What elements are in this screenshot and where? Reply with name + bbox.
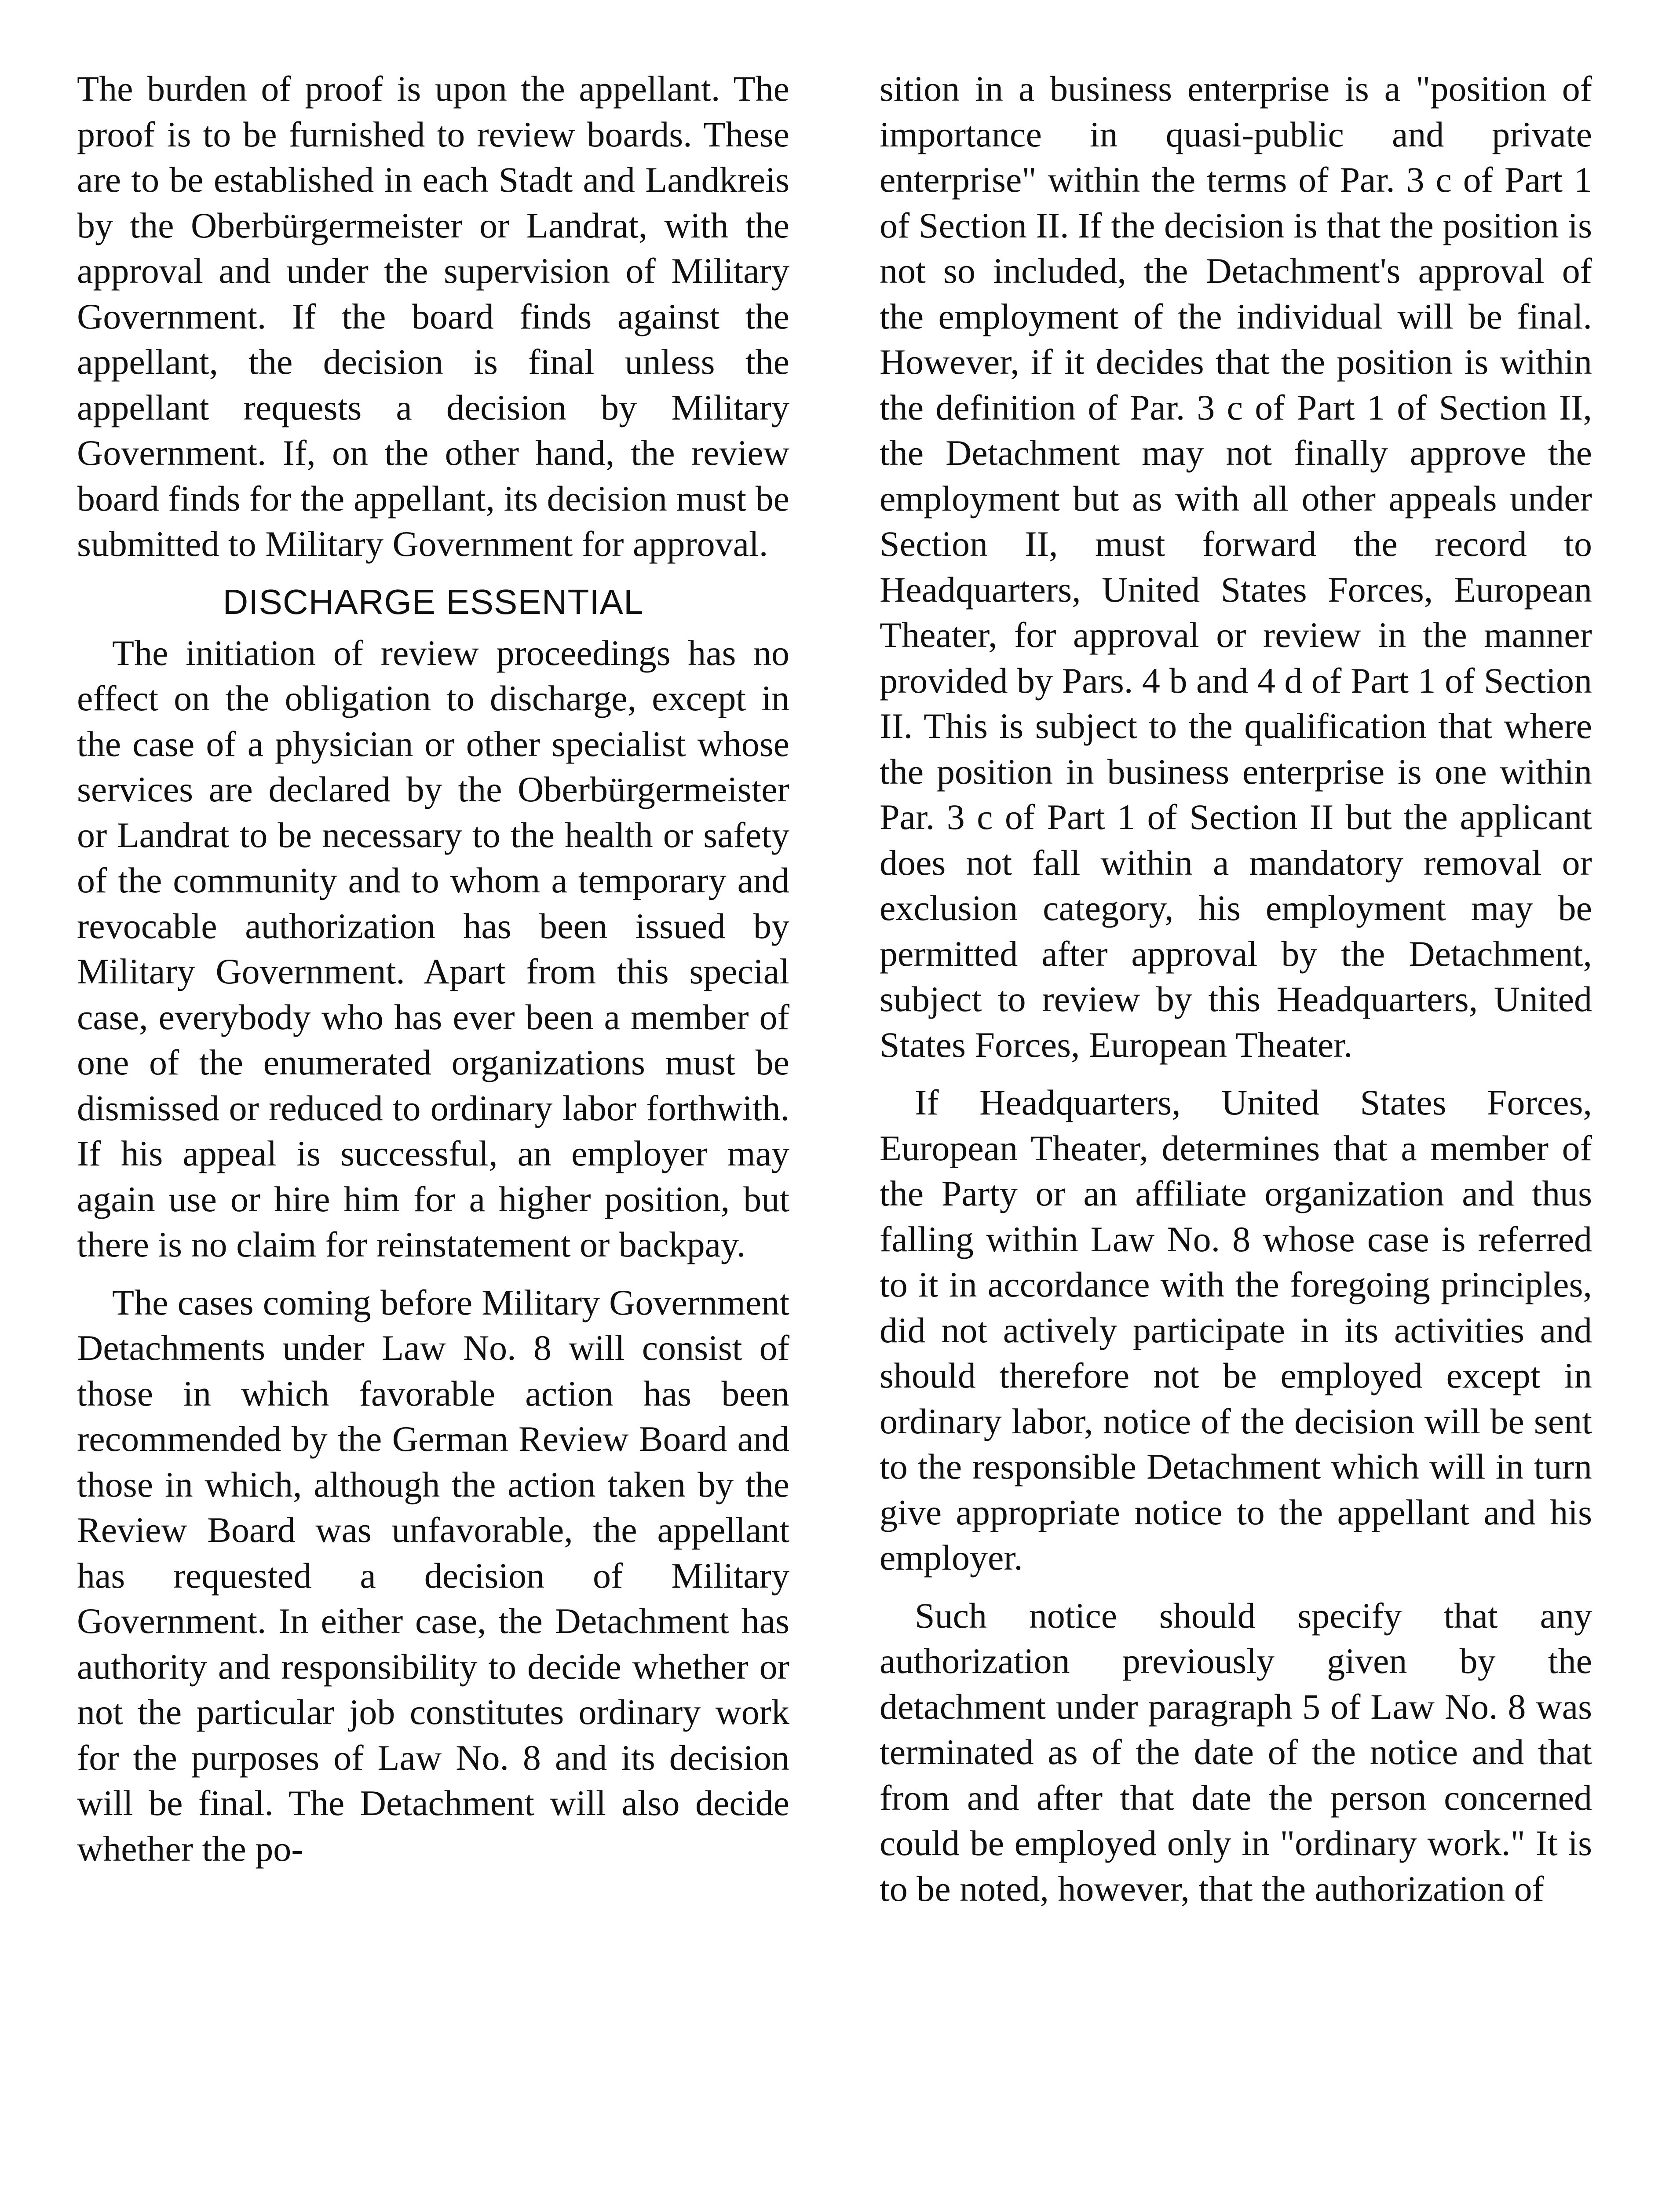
right-column: [880, 66, 1592, 1911]
left-paragraph-burden-of-proof: The burden of proof is upon the appellant. The proof is to be furnished to review boards. These are to be established in each Stadt and Landkreis by the Oberbürgermeister or Landrat, with the approval and under the supervision of Military Government. If the board finds against the appellant, the decision is final unless the appellant requests a decision by Military Government. If, on the other hand, the review board finds for the appellant, its decision must be submitted to Military Government for approval.: [77, 69, 789, 564]
left-paragraph-review-proceedings: The initiation of review proceedings has no effect on the obligation to discharge, except in the case of a physician or other specialist whose services are declared by the Oberbürgermeister or Landrat to be necessary to the health or safety of the community and to whom a temporary and revocable authorization has been issued by Military Government. Apart from this special case, everybody who has ever been a member of one of the enumerated organizations must be dismissed or reduced to ordinary labor forthwith. If his appeal is successful, an employer may again use or hire him for a higher position, but there is no claim for reinstatement or backpay.: [77, 632, 789, 1264]
section-heading-discharge-essential: DISCHARGE ESSENTIAL: [223, 582, 644, 621]
left-column: [77, 66, 789, 1871]
right-paragraph-position-of-importance: sition in a business enterprise is a "position of importance in quasi-public and private enterprise" within the terms of Par. 3 c of Part 1 of Section II. If the decision is that the position is not so included, the Detachment's approval of the employment of the individual will be final. However, if it decides that the position is within the definition of Par. 3 c of Part 1 of Section II, the Detachment may not finally approve the employment but as with all other appeals under Section II, must forward the record to Headquarters, United States Forces, European Theater, for approval or review in the manner provided by Pars. 4 b and 4 d of Part 1 of Section II. This is subject to the qualification that where the position in business enterprise is one within Par. 3 c of Part 1 of Section II but the applicant does not fall within a mandatory removal or exclusion category, his employment may be permitted after approval by the Detachment, subject to review by this Headquarters, United States Forces, European Theater.: [880, 69, 1592, 1065]
right-paragraph-headquarters-determination: If Headquarters, United States Forces, European Theater, determines that a member of the Party or an affiliate organization and thus falling within Law No. 8 whose case is referred to it in accordance with the foregoing principles, did not actively participate in its activities and should therefore not be employed except in ordinary labor, notice of the decision will be sent to the responsible Detachment which will in turn give appropriate notice to the appellant and his employer.: [880, 1082, 1592, 1578]
right-paragraph-notice-specification: Such notice should specify that any authorization previously given by the detachment under paragraph 5 of Law No. 8 was terminated as of the date of the notice and that from and after that date the person concerned could be employed only in "ordinary work." It is to be noted, however, that the authorization of: [880, 1595, 1592, 1909]
left-paragraph-detachment-cases: The cases coming before Military Government Detachments under Law No. 8 will consist of those in which favorable action has been recommended by the German Review Board and those in which, although the action taken by the Review Board was unfavorable, the appellant has requested a decision of Military Government. In either case, the Detachment has authority and responsibility to decide whether or not the particular job constitutes ordinary work for the purposes of Law No. 8 and its decision will be final. The Detachment will also decide whether the po-: [77, 1282, 789, 1869]
